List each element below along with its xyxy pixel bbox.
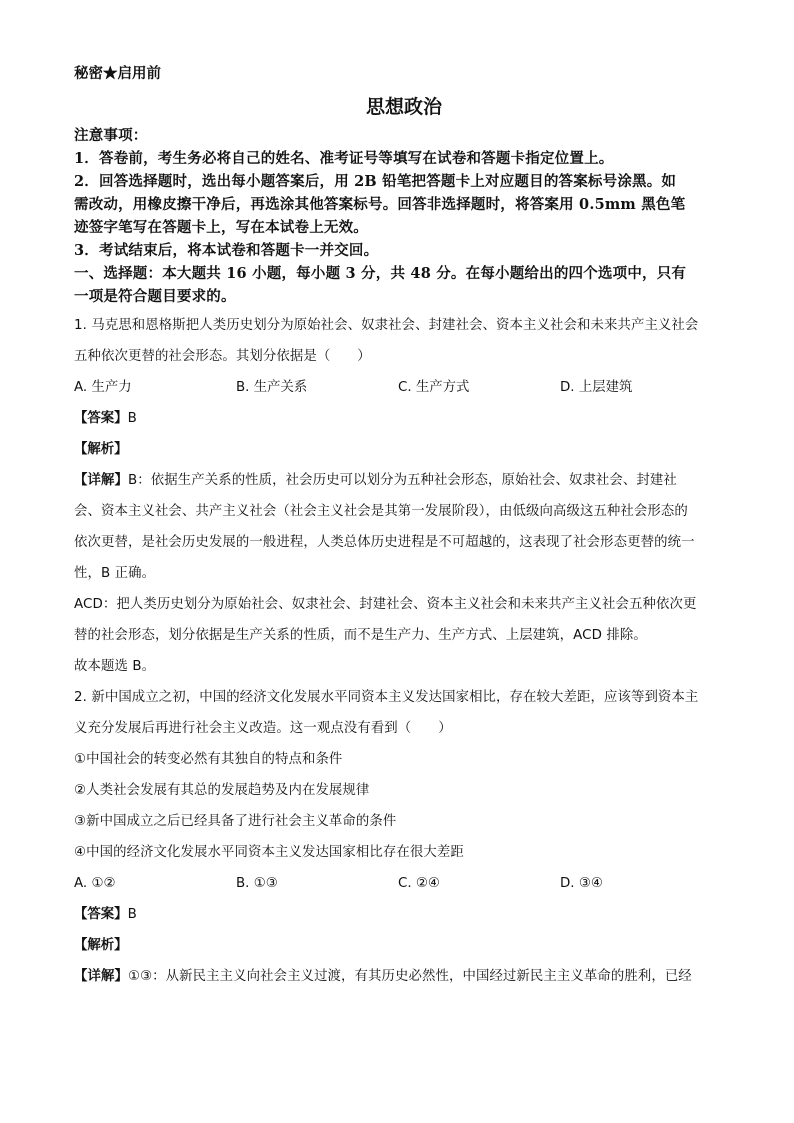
q1-detail-line4: 性，B 正确。: [74, 566, 156, 581]
page-title: 思想政治: [365, 96, 442, 118]
q2-option-a: A. ①②: [74, 876, 116, 891]
q1-analysis-tag: 【解析】: [74, 442, 128, 457]
q2-analysis: [74, 930, 734, 961]
q2-answer: [74, 899, 734, 930]
q1-option-d: D. 上层建筑: [560, 380, 633, 395]
q1-detail-line6: 替的社会形态，划分依据是生产关系的性质，而不是生产力、生产方式、上层建筑，ACD 排除。: [74, 628, 647, 643]
q2-option-c: C. ②④: [398, 876, 440, 891]
notice-item-2-cont: 需改动，用橡皮擦干净后，再选涂其他答案标号。回答非选择题时，将答案用 0.5mm 黑色笔: [74, 196, 686, 213]
secret-label: 秘密★启用前: [74, 65, 161, 82]
q2-item-3: ③新中国成立之后已经具备了进行社会主义革命的条件: [74, 814, 397, 829]
notice-item-2-cont2: 迹签字笔写在答题卡上，写在本试卷上无效。: [74, 219, 368, 236]
exam-page: [74, 62, 734, 992]
notice-item-1: 1．答卷前，考生务必将自己的姓名、准考证号等填写在试卷和答题卡指定位置上。: [74, 150, 614, 167]
q1-detail-line3: 依次更替，是社会历史发展的一般进程，人类总体历史进程是不可超越的，这表现了社会形态更替的统一: [74, 535, 695, 550]
q1-detail-line5: ACD：把人类历史划分为原始社会、奴隶社会、封建社会、资本主义社会和未来共产主义社会五种依次更: [74, 597, 697, 612]
q2-option-b: B. ①③: [236, 876, 278, 891]
q1-option-a: A. 生产力: [74, 380, 132, 395]
notice-item-3: 3．考试结束后，将本试卷和答题卡一并交回。: [74, 242, 379, 259]
q1-answer-tag: 【答案】: [74, 411, 128, 426]
q1-answer: [74, 403, 734, 434]
q2-options: [74, 868, 734, 899]
q1-answer-value: B: [127, 411, 137, 426]
q2-item-2: ②人类社会发展有其总的发展趋势及内在发展规律: [74, 783, 370, 798]
section-heading-line2: 一项是符合题目要求的。: [74, 288, 236, 305]
q2-stem-line2: 义充分发展后再进行社会主义改造。这一观点没有看到（ ）: [74, 721, 452, 736]
q2-item-1: ①中国社会的转变必然有其独自的特点和条件: [74, 752, 343, 767]
q1-detail-tag: 【详解】: [74, 473, 128, 488]
q2-analysis-tag: 【解析】: [74, 938, 128, 953]
q1-detail-line2: 会、资本主义社会、共产主义社会（社会主义社会是其第一发展阶段），由低级向高级这五种社会形态的: [74, 504, 688, 519]
question-1: [74, 310, 734, 682]
notice-section: [74, 124, 734, 308]
q2-answer-tag: 【答案】: [74, 907, 128, 922]
q1-options: [74, 372, 734, 403]
section-heading-line1: 一、选择题：本大题共 16 小题，每小题 3 分，共 48 分。在每小题给出的四个选项中，只有: [74, 265, 687, 282]
q1-option-b: B. 生产关系: [236, 380, 308, 395]
q1-stem-line1: 1. 马克思和恩格斯把人类历史划分为原始社会、奴隶社会、封建社会、资本主义社会和未来共产主义社会: [74, 318, 699, 333]
q1-detail-line7: 故本题选 B。: [74, 659, 156, 674]
question-2: [74, 682, 734, 992]
q2-stem-line1: 2. 新中国成立之初，中国的经济文化发展水平同资本主义发达国家相比，存在较大差距，应该等到资本主: [74, 690, 699, 705]
q2-detail-line1: [74, 961, 734, 992]
q1-detail-line1: [74, 465, 734, 496]
q2-answer-value: B: [127, 907, 137, 922]
q2-detail-tag: 【详解】: [74, 969, 128, 984]
q1-option-c: C. 生产方式: [398, 380, 470, 395]
notice-item-2: 2．回答选择题时，选出每小题答案后，用 2B 铅笔把答题卡上对应题目的答案标号涂黑。如: [74, 173, 677, 190]
q2-detail-text1: ①③：从新民主主义向社会主义过渡，有其历史必然性，中国经过新民主主义革命的胜利，已经: [127, 969, 692, 984]
q1-detail-text1: B：依据生产关系的性质，社会历史可以划分为五种社会形态，原始社会、奴隶社会、封建社: [127, 473, 677, 488]
q2-option-d: D. ③④: [560, 876, 603, 891]
q1-analysis: [74, 434, 734, 465]
q2-item-4: ④中国的经济文化发展水平同资本主义发达国家相比存在很大差距: [74, 845, 464, 860]
q1-stem-line2: 五种依次更替的社会形态。其划分依据是（ ）: [74, 349, 371, 364]
notice-heading: 注意事项：: [74, 127, 148, 144]
